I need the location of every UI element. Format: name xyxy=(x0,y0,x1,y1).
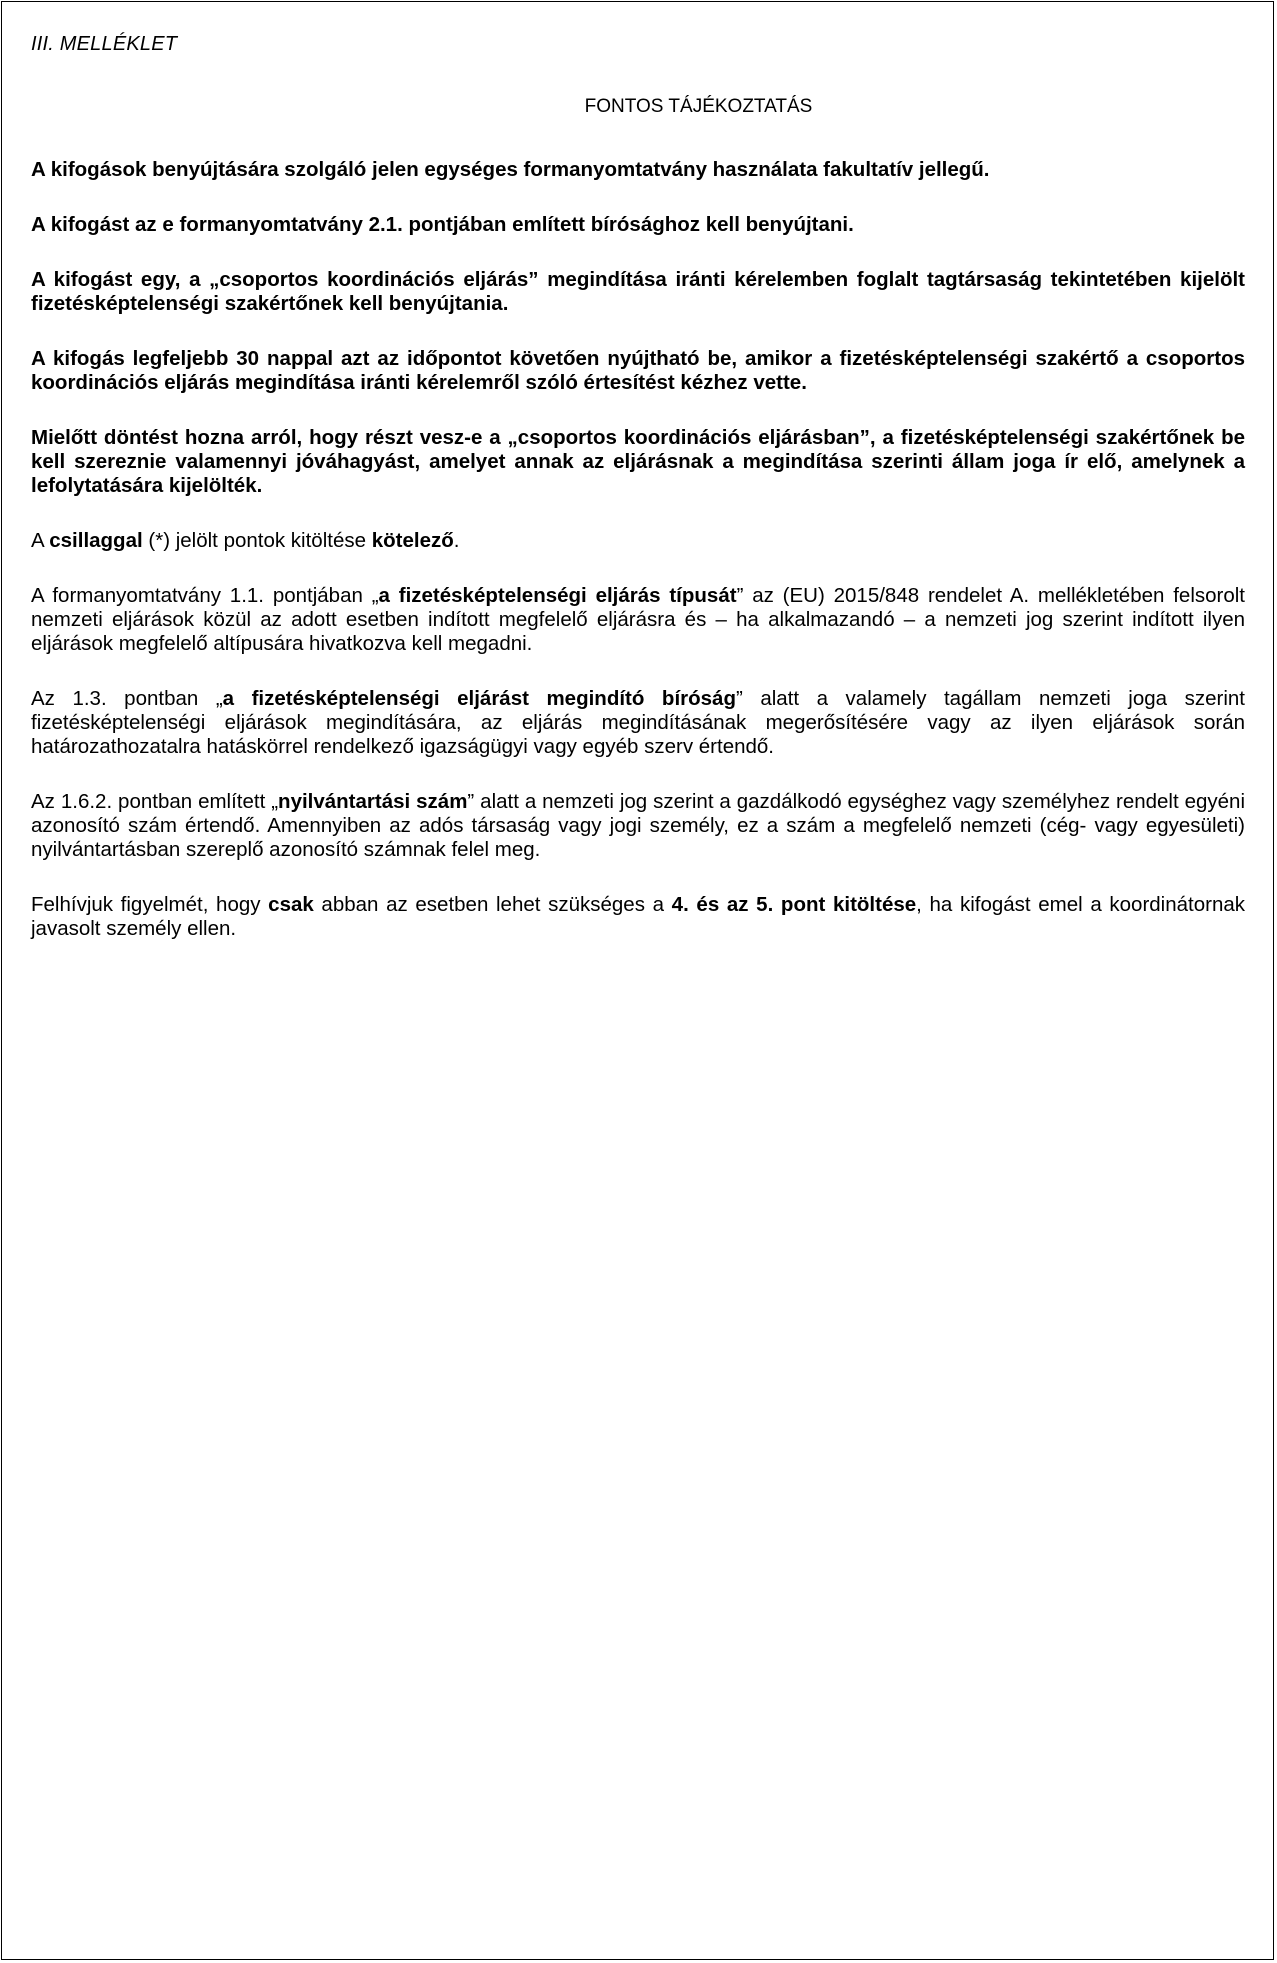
text-segment: . xyxy=(453,529,460,552)
emphasis-text: nyilvántartási szám xyxy=(278,790,468,813)
text-segment: ” az (EU) 2015/848 rendelet A. mellékletében felsorolt nemzeti eljárások közül az adott esetben indított megfelelő eljárásra és – ha alkalmazandó – a nemzeti jog szerint indított ilyen eljárások megfelelő altípusára hivatkozva kell megadni. xyxy=(31,584,1246,655)
paragraph-mandatory-fields xyxy=(31,529,1245,553)
paragraph-registration-number xyxy=(31,790,1245,862)
emphasis-text: csillaggal xyxy=(49,529,143,552)
paragraph-submit-practitioner: A kifogást egy, a „csoportos koordinációs eljárás” megindítása iránti kérelemben foglalt tagtársaság tekintetében kijelölt fizetésképtelenségi szakértőnek kell benyújtania. xyxy=(31,268,1245,315)
paragraph-opening-court xyxy=(31,687,1245,759)
emphasis-text: 4. és az 5. pont kitöltése xyxy=(671,893,917,916)
paragraph-optional-form: A kifogások benyújtására szolgáló jelen egységes formanyomtatvány használata fakultatív jellegű. xyxy=(31,158,990,181)
text-segment: ” alatt a valamely tagállam nemzeti joga szerint fizetésképtelenségi eljárások megindítására, az eljárás megindításának megerősítésére vagy az ilyen eljárások során határozathozatalra hatáskörrel rendelkező igazságügyi vagy egyéb szerv értendő. xyxy=(31,687,1245,758)
text-segment: Az 1.6.2. pontban említett „ xyxy=(31,790,279,813)
text-segment: Felhívjuk figyelmét, hogy xyxy=(31,893,269,916)
emphasis-text: a fizetésképtelenségi eljárást megindító bíróság xyxy=(222,687,736,710)
text-segment: , ha kifogást emel a koordinátornak javasolt személy ellen. xyxy=(31,893,1246,940)
paragraph-submit-court: A kifogást az e formanyomtatvány 2.1. pontjában említett bírósághoz kell benyújtani. xyxy=(31,213,854,236)
paragraph-procedure-type xyxy=(31,584,1245,656)
emphasis-text: a fizetésképtelenségi eljárás típusát xyxy=(378,584,737,607)
annex-label: III. MELLÉKLET xyxy=(31,33,178,55)
paragraph-approvals: Mielőtt döntést hozna arról, hogy részt vesz-e a „csoportos koordinációs eljárásban”, a fizetésképtelenségi szakértőnek be kell szereznie valamennyi jóváhagyást, amelyet annak az eljárásnak a megindítása szerinti állam joga ír elő, amelynek a lefolytatására kijelölték. xyxy=(31,426,1245,497)
paragraph-deadline: A kifogás legfeljebb 30 nappal azt az időpontot követően nyújtható be, amikor a fizetésképtelenségi szakértő a csoportos koordinációs eljárás megindítása iránti kérelemről szóló értesítést kézhez vette. xyxy=(31,347,1245,394)
text-segment: A formanyomtatvány 1.1. pontjában „ xyxy=(31,584,379,607)
text-segment: ” alatt a nemzeti jog szerint a gazdálkodó egységhez vagy személyhez rendelt egyéni azonosító szám értendő. Amennyiben az adós társaság vagy jogi személy, ez a szám a megfelelő nemzeti (cég- vagy egyesületi) nyilvántartásban szereplő azonosító számnak felel meg. xyxy=(31,790,1245,861)
emphasis-text: kötelező xyxy=(371,529,454,552)
text-segment: abban az esetben lehet szükséges a xyxy=(313,893,672,916)
text-segment: A xyxy=(31,529,50,552)
document-title: FONTOS TÁJÉKOZTATÁS xyxy=(584,96,813,117)
text-segment: (*) jelölt pontok kitöltése xyxy=(142,529,372,552)
emphasis-text: csak xyxy=(268,893,314,916)
paragraph-sections-4-5 xyxy=(31,893,1245,941)
document-body xyxy=(31,158,1245,972)
text-segment: Az 1.3. pontban „ xyxy=(31,687,223,710)
